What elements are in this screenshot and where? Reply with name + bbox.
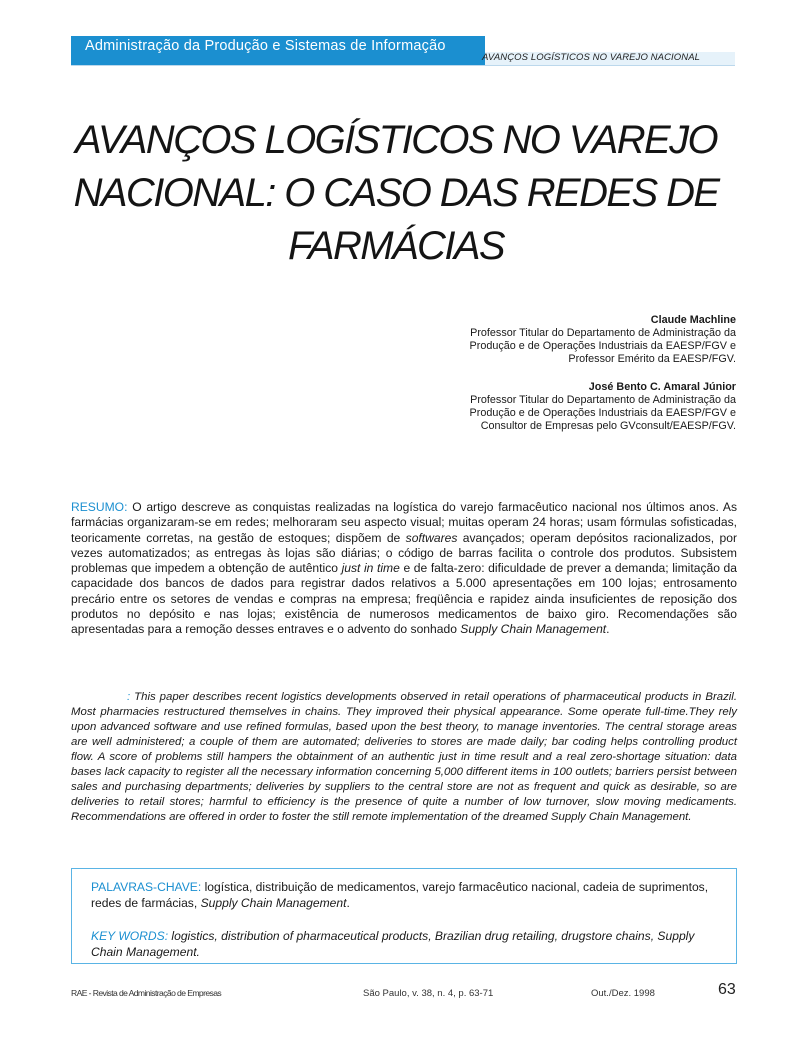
resumo-text: O artigo descreve as conquistas realizadas na logística do varejo farmacêutico nacional nos últimos anos. As farmácias organizaram-se em redes; melhoraram seu aspecto visual; muitas operam 24 horas; usam fórmulas sofisticadas, teoricamente corretas, na gestão de estoques; dispõem de (71, 500, 737, 545)
author-affiliation-line: Consultor de Empresas pelo GVconsult/EAESP/FGV. (480, 420, 736, 432)
resumo-italic: just in time (341, 561, 400, 576)
author-affiliation-line: Produção e de Operações Industriais da EAESP/FGV e (469, 340, 736, 352)
author-block-2 (470, 381, 736, 433)
resumo-text: . (606, 622, 610, 637)
section-label: Administração da Produção e Sistemas de Informação (85, 38, 446, 54)
page-number: 63 (718, 981, 736, 998)
footer-journal: RAE - Revista de Administração de Empresas (71, 988, 222, 998)
author-affiliation-line: Produção e de Operações Industriais da EAESP/FGV e (469, 407, 736, 419)
keywords-pt-label: PALAVRAS-CHAVE: (91, 880, 202, 894)
resumo-italic: softwares (405, 530, 458, 545)
running-title: AVANÇOS LOGÍSTICOS NO VAREJO NACIONAL (482, 52, 701, 63)
header-divider (71, 65, 735, 66)
author-affiliation-line: Professor Titular do Departamento de Administração da (470, 327, 736, 339)
abstract-label: : (127, 691, 131, 703)
footer-citation: São Paulo, v. 38, n. 4, p. 63-71 (363, 988, 494, 999)
abstract-text: This paper describes recent logistics developments observed in retail operations of pharmaceutical products in Brazil. Most pharmacies restructured themselves in chains. They improved their physical appearance. Some operate full-time.They rely upon advanced software and use refined formulas, based upon the best theory, to manage inventories. The central storage areas are well administered; a couple of them are automated; deliveries to stores are made daily; bar coding helps controlling product flow. A score of problems still hampers the obtainment of an authentic just in time result and a real zero-shortage situation: data bases lack capacity to register all the necessary information concerning 5,000 different items in 100 outlets; barriers persist between sales and purchasing departments; deliveries by suppliers to the central store are not as frequent and quick as desirable, so are deliveries to retail stores; harmful to efficiency is the presence of quite a number of low turnover, slow moving medicaments. Recommendations are offered in order to foster the still remote implementation of the dreamed Supply Chain Management. (71, 691, 737, 823)
resumo-text: e de falta-zero: dificuldade de prever a demanda; limitação da capacidade dos bancos de dados para registrar dados relativos a 5.000 apresentações em 100 lojas; entrosamento precário entre os setores de vendas e compras na empresa; freqüência e rapidez ainda insuficientes de reposição dos produtos no depósito e nas lojas; existência de numerosos medicamentos de baixo giro. Recomendações são apresentadas para a remoção desses entraves e o advento do sonhado (71, 561, 737, 637)
keywords-pt-italic: Supply Chain Management (200, 895, 347, 910)
keywords-en-label: KEY WORDS: (91, 929, 169, 943)
author-name: José Bento C. Amaral Júnior (588, 381, 736, 393)
keywords-portuguese (91, 880, 721, 911)
keywords-pt-end: . (346, 895, 350, 910)
article-title: AVANÇOS LOGÍSTICOS NO VAREJO NACIONAL: O CASO DAS REDES DE FARMÁCIAS (73, 118, 719, 268)
author-affiliation-line: Professor Titular do Departamento de Administração da (470, 394, 736, 406)
keywords-en-text: logistics, distribution of pharmaceutical products, Brazilian drug retailing, drugstore chains, Supply Chain Management. (91, 929, 695, 959)
resumo-text: avançados; operam depósitos racionalizados, por vezes automatizados; as entregas às lojas são diárias; o código de barras facilita o controle dos produtos. Subsistem problemas que impedem a obtenção de autêntico (71, 530, 737, 576)
section-header-bar (71, 36, 485, 65)
keywords-box (71, 868, 737, 964)
author-affiliation-line: Professor Emérito da EAESP/FGV. (568, 353, 736, 365)
resumo-paragraph (71, 500, 737, 638)
author-name: Claude Machline (650, 314, 736, 326)
english-abstract (71, 690, 737, 825)
keywords-english (91, 929, 721, 960)
resumo-label: RESUMO: (71, 500, 128, 514)
keywords-pt-text: logística, distribuição de medicamentos, varejo farmacêutico nacional, cadeia de suprimentos, redes de farmácias, (91, 880, 709, 910)
author-block-1 (470, 314, 736, 366)
resumo-italic: Supply Chain Management (460, 622, 607, 637)
footer-date: Out./Dez. 1998 (591, 988, 655, 999)
